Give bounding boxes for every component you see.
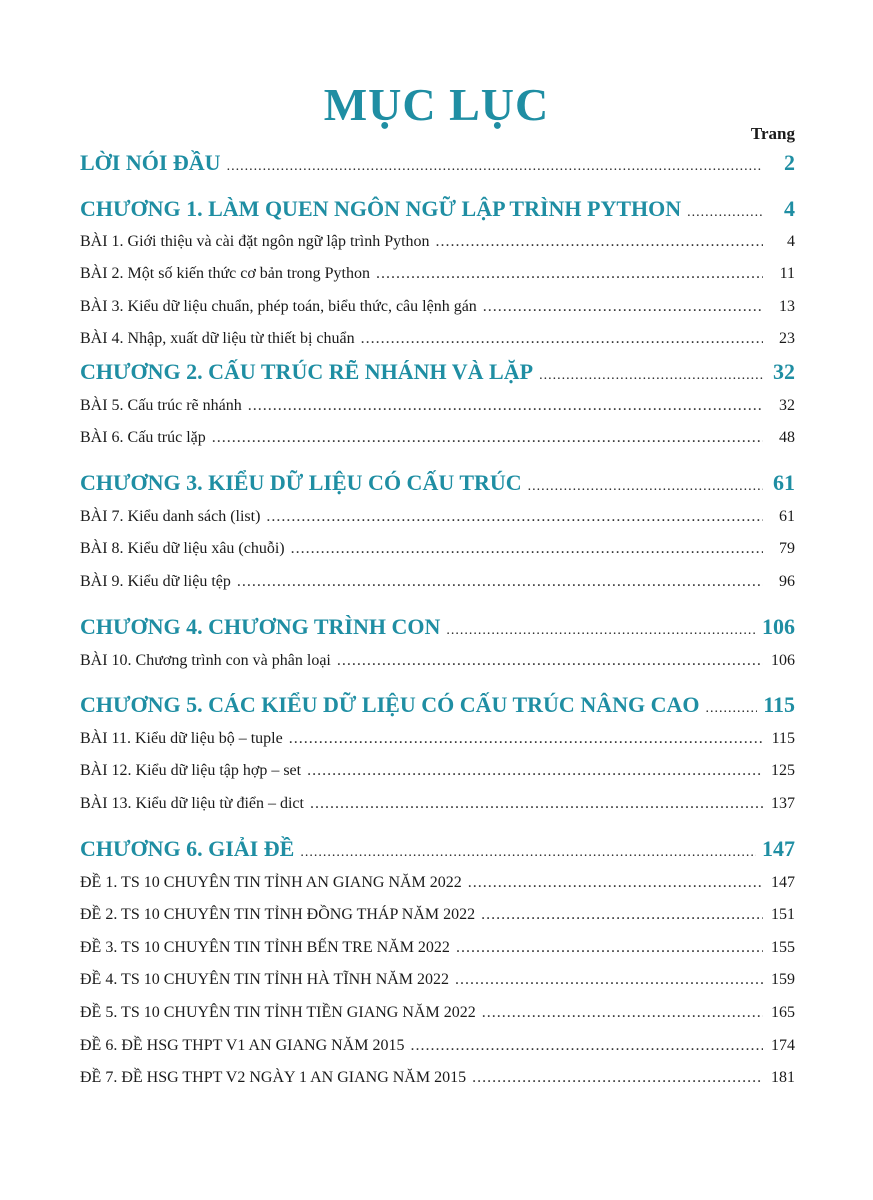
lesson-label: BÀI 2. Một số kiến thức cơ bản trong Python xyxy=(80,265,370,282)
toc-chapter-4[interactable] xyxy=(80,614,795,640)
leader-dots xyxy=(436,233,763,251)
chapter-page: 32 xyxy=(773,359,795,384)
lesson-page: 106 xyxy=(771,652,795,669)
lesson-page: 4 xyxy=(787,233,795,250)
lesson-label: BÀI 7. Kiểu danh sách (list) xyxy=(80,508,261,525)
leader-dots xyxy=(237,573,763,591)
lesson-page: 61 xyxy=(779,508,795,525)
toc-lesson[interactable] xyxy=(80,298,795,316)
lesson-page: 125 xyxy=(771,762,795,779)
lesson-page: 115 xyxy=(771,730,795,747)
leader-dots xyxy=(528,479,763,495)
lesson-page: 96 xyxy=(779,573,795,590)
toc-exam[interactable] xyxy=(80,1004,795,1022)
leader-dots xyxy=(705,701,757,717)
leader-dots xyxy=(248,397,763,415)
lesson-label: BÀI 11. Kiểu dữ liệu bộ – tuple xyxy=(80,730,283,747)
exam-label: ĐỀ 1. TS 10 CHUYÊN TIN TỈNH AN GIANG NĂM 2022 xyxy=(80,874,462,891)
toc-exam[interactable] xyxy=(80,971,795,989)
chapter-label: CHƯƠNG 2. CẤU TRÚC RẼ NHÁNH VÀ LẶP xyxy=(80,359,534,384)
toc-lesson[interactable] xyxy=(80,540,795,558)
leader-dots xyxy=(687,205,763,221)
toc-lesson[interactable] xyxy=(80,652,795,670)
toc-lesson[interactable] xyxy=(80,795,795,813)
exam-page: 165 xyxy=(771,1004,795,1021)
chapter-label: CHƯƠNG 4. CHƯƠNG TRÌNH CON xyxy=(80,614,441,639)
chapter-label: CHƯƠNG 3. KIỂU DỮ LIỆU CÓ CẤU TRÚC xyxy=(80,470,522,495)
leader-dots xyxy=(266,508,763,526)
chapter-label: CHƯƠNG 5. CÁC KIỂU DỮ LIỆU CÓ CẤU TRÚC NÂNG CAO xyxy=(80,692,700,717)
chapter-page: 115 xyxy=(763,692,795,717)
exam-label: ĐỀ 4. TS 10 CHUYÊN TIN TỈNH HÀ TĨNH NĂM 2022 xyxy=(80,971,450,988)
toc-chapter-5[interactable] xyxy=(80,692,795,718)
leader-dots xyxy=(483,298,763,316)
toc-lesson[interactable] xyxy=(80,429,795,447)
exam-page: 151 xyxy=(771,906,795,923)
leader-dots xyxy=(307,762,763,780)
toc-chapter-6[interactable] xyxy=(80,836,795,862)
exam-label: ĐỀ 3. TS 10 CHUYÊN TIN TỈNH BẾN TRE NĂM 2022 xyxy=(80,939,450,956)
toc-lesson[interactable] xyxy=(80,762,795,780)
toc-entry-label: LỜI NÓI ĐẦU xyxy=(80,150,221,175)
page-column-label: Trang xyxy=(750,124,795,143)
lesson-page: 32 xyxy=(779,397,795,414)
leader-dots xyxy=(472,1069,763,1087)
leader-dots xyxy=(337,652,763,670)
lesson-label: BÀI 1. Giới thiệu và cài đặt ngôn ngữ lập trình Python xyxy=(80,233,430,250)
chapter-page: 106 xyxy=(762,614,795,639)
toc-lesson[interactable] xyxy=(80,730,795,748)
leader-dots xyxy=(361,330,763,348)
leader-dots xyxy=(300,845,756,861)
leader-dots xyxy=(289,730,763,748)
exam-page: 174 xyxy=(771,1037,795,1054)
lesson-label: BÀI 10. Chương trình con và phân loại xyxy=(80,652,331,669)
lesson-label: BÀI 9. Kiểu dữ liệu tệp xyxy=(80,573,231,590)
exam-label: ĐỀ 7. ĐỀ HSG THPT V2 NGÀY 1 AN GIANG NĂM 2015 xyxy=(80,1069,467,1086)
lesson-label: BÀI 6. Cấu trúc lặp xyxy=(80,429,206,446)
toc-exam[interactable] xyxy=(80,874,795,892)
leader-dots xyxy=(446,623,756,639)
chapter-page: 4 xyxy=(784,196,795,221)
leader-dots xyxy=(376,265,763,283)
exam-page: 159 xyxy=(771,971,795,988)
chapter-page: 147 xyxy=(762,836,795,861)
lesson-label: BÀI 4. Nhập, xuất dữ liệu từ thiết bị chuẩn xyxy=(80,330,355,347)
exam-page: 155 xyxy=(771,939,795,956)
toc-chapter-2[interactable] xyxy=(80,359,795,385)
toc-entry-page: 2 xyxy=(784,150,795,175)
toc-lesson[interactable] xyxy=(80,233,795,251)
exam-label: ĐỀ 2. TS 10 CHUYÊN TIN TỈNH ĐỒNG THÁP NĂM 2022 xyxy=(80,906,476,923)
toc-lesson[interactable] xyxy=(80,330,795,348)
leader-dots xyxy=(455,971,763,989)
lesson-label: BÀI 13. Kiểu dữ liệu từ điển – dict xyxy=(80,795,304,812)
chapter-label: CHƯƠNG 1. LÀM QUEN NGÔN NGỮ LẬP TRÌNH PYTHON xyxy=(80,196,682,221)
leader-dots xyxy=(468,874,763,892)
leader-dots xyxy=(410,1037,763,1055)
lesson-label: BÀI 12. Kiểu dữ liệu tập hợp – set xyxy=(80,762,302,779)
lesson-label: BÀI 8. Kiểu dữ liệu xâu (chuỗi) xyxy=(80,540,285,557)
toc-chapter-3[interactable] xyxy=(80,470,795,496)
leader-dots xyxy=(539,368,763,384)
leader-dots xyxy=(227,159,763,175)
lesson-page: 11 xyxy=(779,265,795,282)
toc-lesson[interactable] xyxy=(80,508,795,526)
toc-chapter-1[interactable] xyxy=(80,196,795,222)
chapter-page: 61 xyxy=(773,470,795,495)
exam-label: ĐỀ 5. TS 10 CHUYÊN TIN TỈNH TIỀN GIANG NĂM 2022 xyxy=(80,1004,476,1021)
page-title: MỤC LỤC xyxy=(323,79,550,130)
toc-exam[interactable] xyxy=(80,1037,795,1055)
leader-dots xyxy=(291,540,763,558)
leader-dots xyxy=(481,906,763,924)
lesson-page: 79 xyxy=(779,540,795,557)
lesson-page: 23 xyxy=(779,330,795,347)
lesson-label: BÀI 5. Cấu trúc rẽ nhánh xyxy=(80,397,242,414)
toc-exam[interactable] xyxy=(80,1069,795,1087)
toc-lesson[interactable] xyxy=(80,397,795,415)
exam-page: 147 xyxy=(771,874,795,891)
exam-page: 181 xyxy=(771,1069,795,1086)
toc-lesson[interactable] xyxy=(80,265,795,283)
leader-dots xyxy=(456,939,763,957)
chapter-label: CHƯƠNG 6. GIẢI ĐỀ xyxy=(80,836,295,861)
exam-label: ĐỀ 6. ĐỀ HSG THPT V1 AN GIANG NĂM 2015 xyxy=(80,1037,405,1054)
toc-lesson[interactable] xyxy=(80,573,795,591)
toc-exam[interactable] xyxy=(80,906,795,924)
lesson-page: 137 xyxy=(771,795,795,812)
lesson-page: 48 xyxy=(779,429,795,446)
lesson-label: BÀI 3. Kiểu dữ liệu chuẩn, phép toán, biểu thức, câu lệnh gán xyxy=(80,298,477,315)
leader-dots xyxy=(482,1004,763,1022)
leader-dots xyxy=(310,795,763,813)
toc-entry-preface[interactable] xyxy=(80,150,795,176)
toc-exam[interactable] xyxy=(80,939,795,957)
lesson-page: 13 xyxy=(779,298,795,315)
leader-dots xyxy=(212,429,763,447)
